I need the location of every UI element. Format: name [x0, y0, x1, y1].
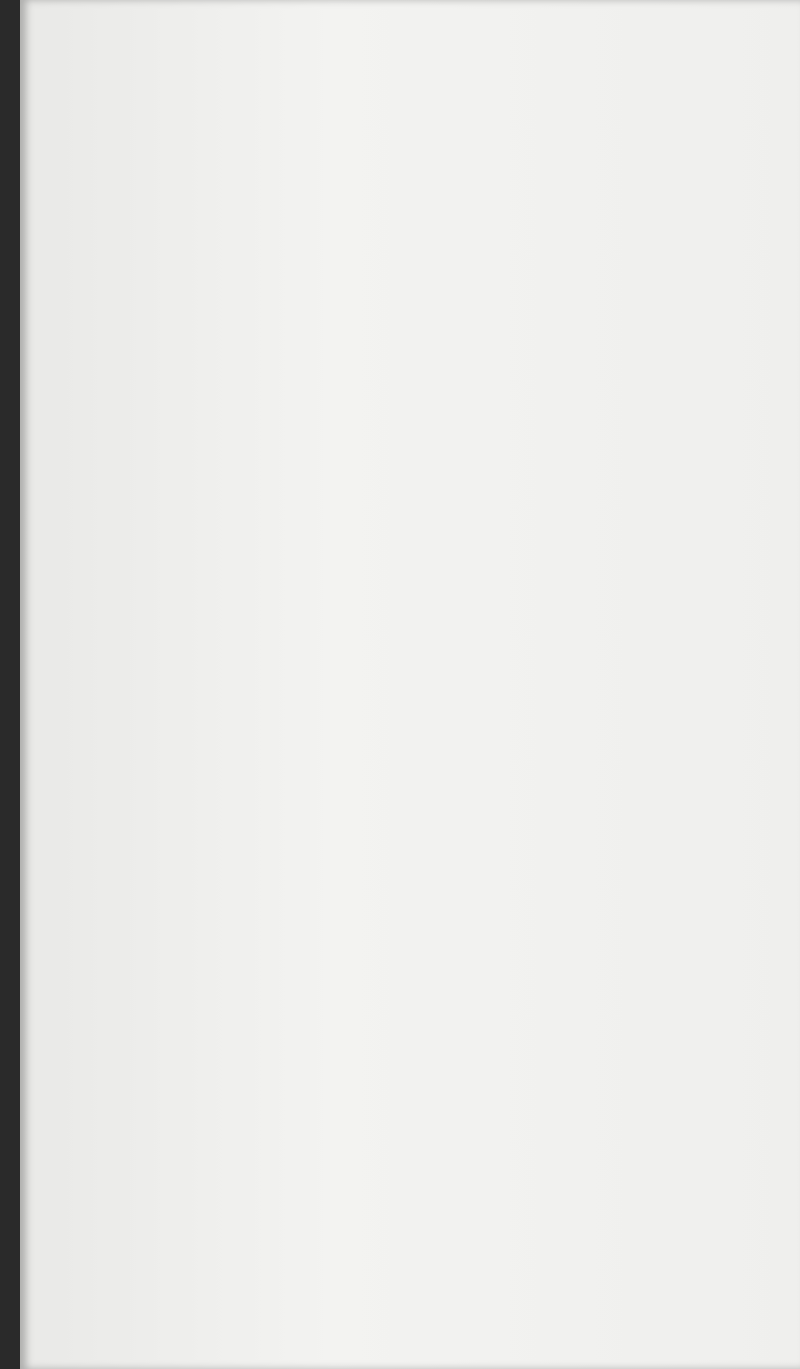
page-header [80, 46, 770, 86]
body-text [84, 92, 766, 136]
book-page [20, 0, 800, 1369]
chapter-subtitle [84, 98, 766, 130]
